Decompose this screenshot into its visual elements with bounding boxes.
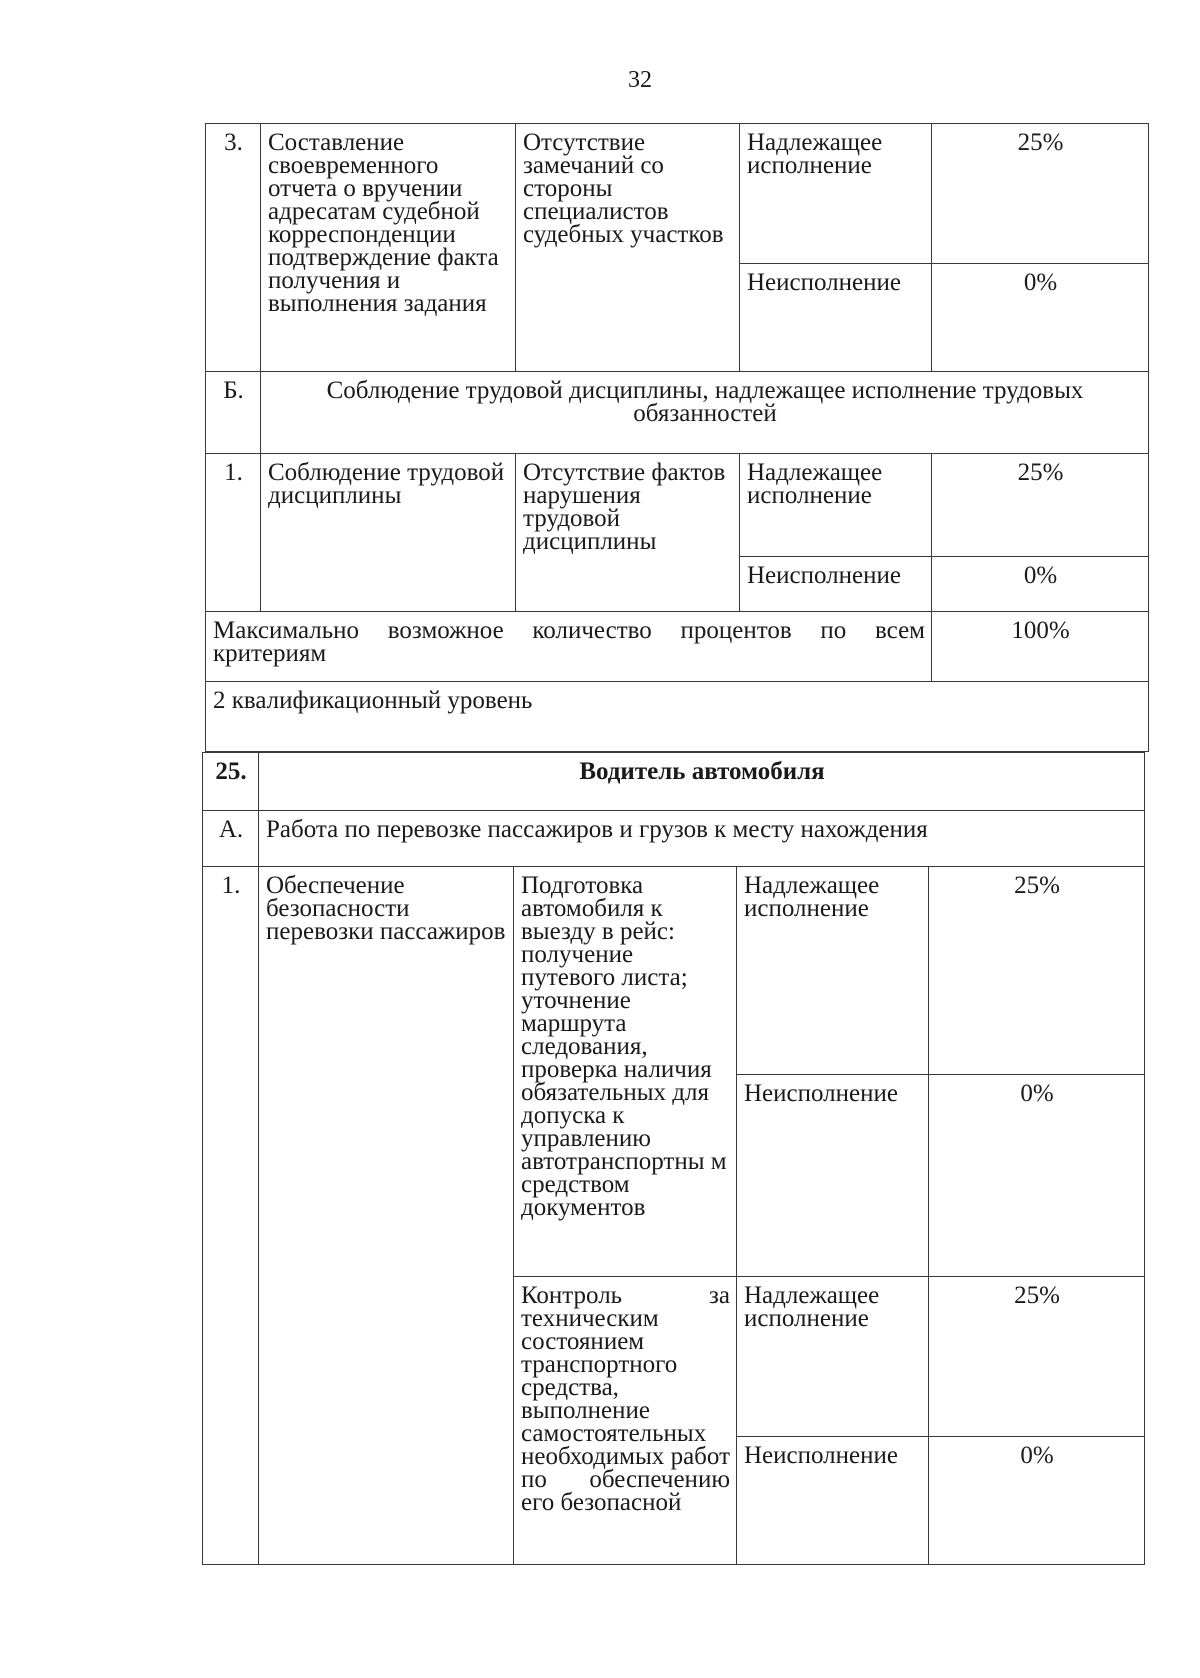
percent-bad-cell: 0% (929, 1437, 1145, 1565)
position-number: 25. (203, 753, 259, 811)
page-number: 32 (628, 67, 652, 93)
grade-good-cell: Надлежащее исполнение (737, 867, 929, 1075)
position-title: Водитель автомобиля (259, 753, 1145, 811)
section-letter: А. (203, 811, 259, 867)
criteria-table-top (205, 123, 1149, 752)
percent-bad-cell: 0% (932, 557, 1149, 612)
percent-good-cell: 25% (929, 867, 1145, 1075)
row-number: 3. (206, 124, 261, 372)
grade-bad-cell: Неисполнение (737, 1075, 929, 1277)
grade-good-cell: Надлежащее исполнение (740, 454, 932, 557)
grade-bad-cell: Неисполнение (737, 1437, 929, 1565)
grade-bad-cell: Неисполнение (740, 557, 932, 612)
criterion-cell: Соблюдение трудовой дисциплины (261, 454, 516, 612)
percent-bad-cell: 0% (932, 264, 1149, 372)
grade-bad-cell: Неисполнение (740, 264, 932, 372)
indicator-cell: Подготовка автомобиля к выезду в рейс: получение путевого листа; уточнение маршрута следования, проверка наличия обязательных для допуска к управлению автотранспортны м средством документов (514, 867, 737, 1277)
criteria-table-bottom (202, 752, 1145, 1565)
indicator-cell: Отсутствие фактов нарушения трудовой дисциплины (516, 454, 740, 612)
section-title: Соблюдение трудовой дисциплины, надлежащее исполнение трудовых обязанностей (261, 372, 1149, 454)
max-percent-label: Максимально возможное количество процентов по всем критериям (206, 612, 932, 682)
grade-good-cell: Надлежащее исполнение (740, 124, 932, 264)
row-number: 1. (203, 867, 259, 1565)
section-letter: Б. (206, 372, 261, 454)
row-number: 1. (206, 454, 261, 612)
qualification-level: 2 квалификационный уровень (206, 682, 1149, 752)
percent-good-cell: 25% (932, 124, 1149, 264)
criterion-cell: Обеспечение безопасности перевозки пассажиров (259, 867, 514, 1565)
max-percent-value: 100% (932, 612, 1149, 682)
indicator-cell: Контроль за техническим состоянием транспортного средства, выполнение самостоятельных необходимых работ по обеспечению его безопасной (514, 1277, 737, 1565)
criterion-cell: Составление своевременного отчета о вручении адресатам судебной корреспонденции подтверждение факта получения и выполнения задания (261, 124, 516, 372)
section-title: Работа по перевозке пассажиров и грузов к месту нахождения (259, 811, 1145, 867)
percent-good-cell: 25% (929, 1277, 1145, 1437)
grade-good-cell: Надлежащее исполнение (737, 1277, 929, 1437)
percent-good-cell: 25% (932, 454, 1149, 557)
percent-bad-cell: 0% (929, 1075, 1145, 1277)
indicator-cell: Отсутствие замечаний со стороны специалистов судебных участков (516, 124, 740, 372)
